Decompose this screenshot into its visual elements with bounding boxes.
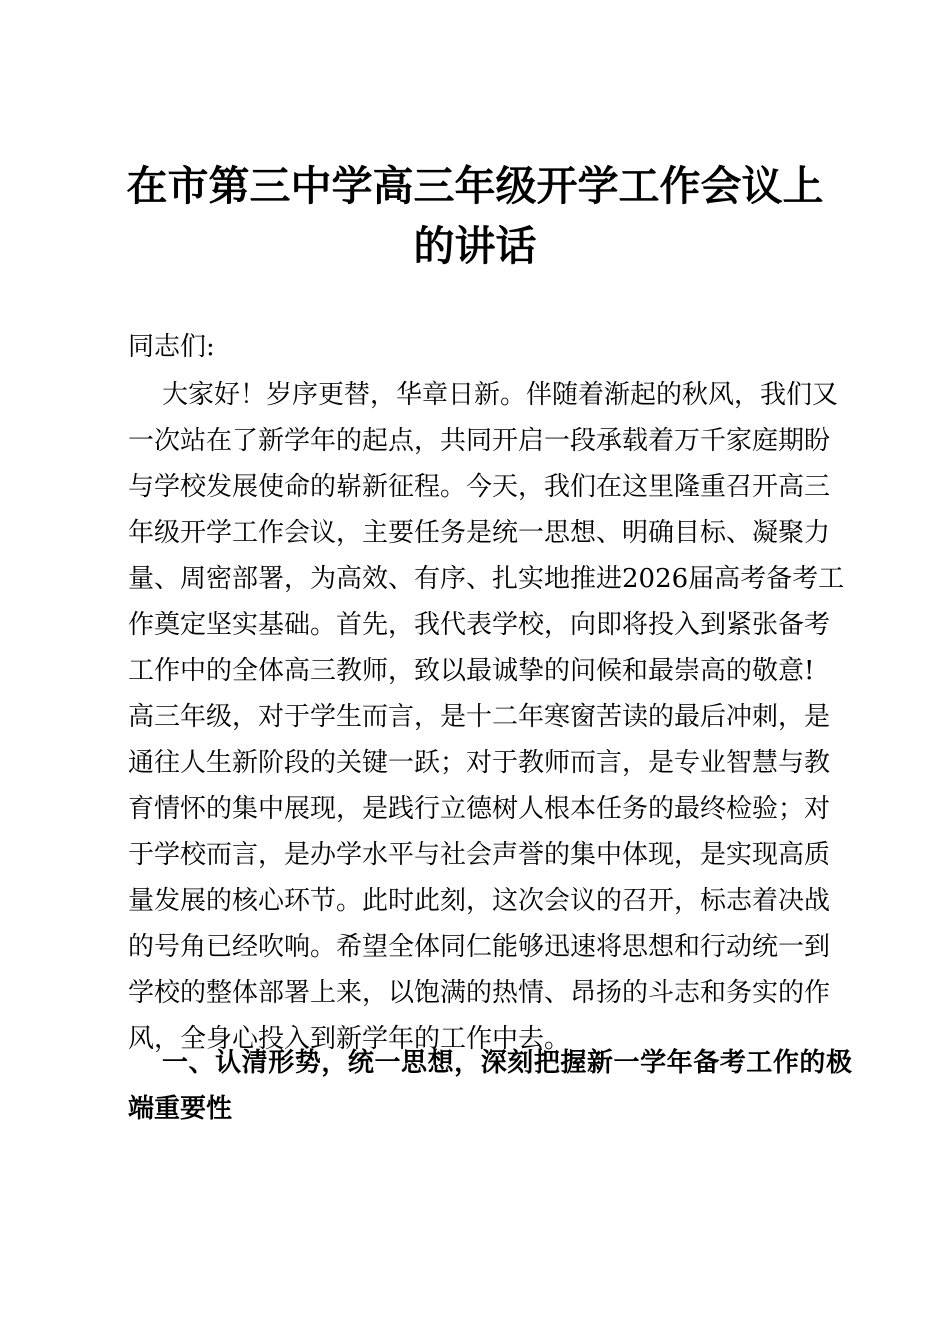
paragraph-line: 工作中的全体高三教师，致以最诚挚的问候和最崇高的敬意! — [128, 656, 815, 686]
paragraph-line: 年级开学工作会议，主要任务是统一思想、明确目标、凝聚力 — [128, 518, 831, 548]
paragraph-line: 作奠定坚实基础。首先，我代表学校，向即将投入到紧张备考 — [128, 610, 831, 640]
document-title-line-1: 在市第三中学高三年级开学工作会议上 — [126, 162, 824, 210]
salutation: 同志们: — [128, 332, 215, 362]
paragraph-line: 通往人生新阶段的关键一跃；对于教师而言，是专业智慧与教 — [128, 748, 831, 778]
paragraph-line: 育情怀的集中展现，是践行立德树人根本任务的最终检验；对 — [128, 794, 831, 824]
paragraph-line: 量、周密部署，为高效、有序、扎实地推进2026届高考备考工 — [128, 564, 845, 594]
paragraph-line: 的号角已经吹响。希望全体同仁能够迅速将思想和行动统一到 — [128, 932, 831, 962]
paragraph-line: 风，全身心投入到新学年的工作中去。 — [128, 1024, 571, 1054]
heading-line: 端重要性 — [128, 1094, 233, 1124]
paragraph-line: 量发展的核心环节。此时此刻，这次会议的召开，标志着决战 — [128, 886, 831, 916]
paragraph-line: 高三年级，对于学生而言，是十二年寒窗苦读的最后冲刺，是 — [128, 702, 831, 732]
paragraph-line: 于学校而言，是办学水平与社会声誉的集中体现，是实现高质 — [128, 840, 831, 870]
document-title-line-2: 的讲话 — [413, 222, 537, 270]
paragraph-line: 与学校发展使命的崭新征程。今天，我们在这里隆重召开高三 — [128, 472, 831, 502]
heading-line: 一、认清形势，统一思想，深刻把握新一学年备考工作的极 — [162, 1048, 852, 1078]
paragraph-line: 大家好！岁序更替，华章日新。伴随着渐起的秋风，我们又 — [162, 380, 839, 410]
paragraph-line: 一次站在了新学年的起点，共同开启一段承载着万千家庭期盼 — [128, 426, 831, 456]
paragraph-line: 学校的整体部署上来，以饱满的热情、昂扬的斗志和务实的作 — [128, 978, 831, 1008]
